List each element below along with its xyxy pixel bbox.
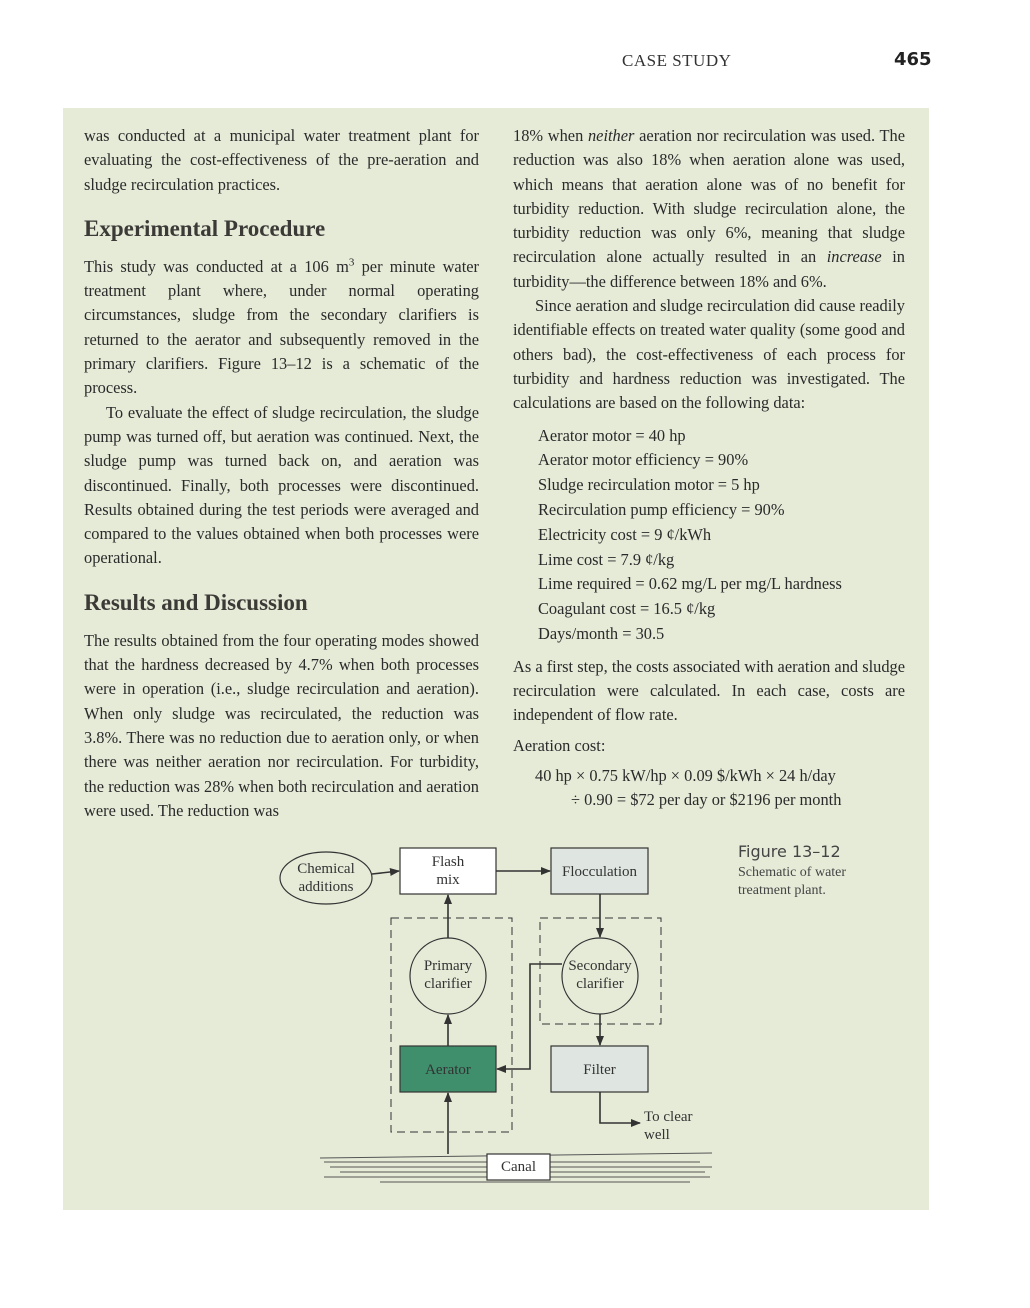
data-list (538, 424, 905, 647)
data-item: Days/month = 30.5 (538, 623, 665, 643)
left-column (84, 124, 479, 823)
data-item: Aerator motor efficiency = 90% (538, 450, 749, 470)
caption-line-2: treatment plant. (738, 883, 826, 898)
page-number: 465 (894, 49, 932, 70)
cont-text-a: 18% when (513, 126, 588, 145)
secondary-label-line-1: Secondary (568, 958, 632, 974)
clear-label-line-2: well (644, 1127, 670, 1143)
aerator-label: Aerator (425, 1062, 471, 1078)
data-item: Coagulant cost = 16.5 ¢/kg (538, 599, 716, 619)
chemical-additions-label (284, 860, 368, 896)
cont-emphasis-neither: neither (587, 126, 635, 145)
figure-caption-text (738, 864, 908, 900)
data-item: Aerator motor = 40 hp (538, 425, 686, 445)
primary-label-line-2: clarifier (424, 976, 472, 992)
chemical-label-line-2: additions (298, 879, 354, 895)
exp-text-a: This study was conducted at a 106 m (84, 256, 349, 276)
flash-label-line-2: mix (436, 872, 460, 888)
exp-text-b: per minute water treatment plant where, under normal operating circumstances, sludge from the secondary clarifiers is returned to the aerator and subsequently removed in the primary clarifiers. Figure 13–12 is a schematic of the process. (84, 256, 479, 398)
data-item: Electricity cost = 9 ¢/kWh (538, 524, 712, 544)
continuation-paragraph (513, 124, 905, 294)
primary-label-line-1: Primary (423, 958, 473, 974)
data-item: Recirculation pump efficiency = 90% (538, 499, 785, 519)
first-step-paragraph: As a first step, the costs associated with aeration and sludge recirculation were calculated. In each case, costs are independent of flow rate. (513, 656, 905, 725)
aeration-cost-label: Aeration cost: (513, 735, 606, 755)
to-clear-well-label (644, 1108, 710, 1144)
heading-experimental-procedure: Experimental Procedure (84, 215, 326, 241)
since-paragraph: Since aeration and sludge recirculation did cause readily identifiable effects on treated water quality (some good and others bad), the cost-effectiveness of each process for turbidity and hardness reduction was investigated. The calculations are based on the following data: (513, 296, 906, 413)
results-paragraph: The results obtained from the four operating modes showed that the hardness decreased by 4.7% when both processes were in operation (i.e., sludge recirculation and aeration). When only sludge was recirculated, the reduction was 3.8%. There was no reduction due to aeration only, or when there was neither aeration nor recirculation. For turbidity, the reduction was 28% when both recirculation and aeration were used. The reduction was (84, 630, 479, 820)
cont-text-c: in turbidity—the difference between 18% and 6%. (513, 247, 905, 291)
data-item: Sludge recirculation motor = 5 hp (538, 475, 760, 495)
data-item: Lime required = 0.62 mg/L per mg/L hardness (538, 574, 842, 594)
canal-water (318, 944, 712, 1182)
primary-clarifier-label (410, 957, 486, 993)
flash-label-line-1: Flash (431, 854, 465, 870)
data-item: Lime cost = 7.9 ¢/kg (538, 549, 675, 569)
caption-line-1: Schematic of water (738, 865, 847, 880)
figure-title: Figure 13–12 (738, 842, 841, 861)
experimental-paragraph-2: To evaluate the effect of sludge recirculation, the sludge pump was turned off, but aeration was continued. Next, the sludge pump was turned back on, and aeration was discontinued. Finally, both processes were discontinued. Results obtained during the test periods were averaged and compared to the values obtained when both processes were operational. (84, 402, 479, 568)
intro-paragraph: was conducted at a municipal water treatment plant for evaluating the cost-effectiveness of the pre-aeration and sludge recirculation practices. (84, 126, 479, 194)
calc-line-2: ÷ 0.90 = $72 per day or $2196 per month (571, 790, 842, 810)
arrow-filter-to-clear-well (600, 1092, 640, 1123)
arrow-chemical-to-flash (372, 871, 399, 874)
experimental-paragraph-1 (84, 255, 479, 401)
figure-caption (738, 842, 908, 900)
heading-results-discussion: Results and Discussion (84, 589, 308, 615)
secondary-clarifier-label (560, 957, 640, 993)
page-header (0, 48, 1030, 78)
flocculation-label: Flocculation (562, 864, 637, 880)
flash-mix-label (400, 853, 496, 889)
clear-label-line-1: To clear (644, 1109, 693, 1125)
cont-emphasis-increase: increase (826, 247, 882, 267)
cont-text-b: aeration nor recirculation was used. The reduction was also 18% when aeration alone was used, which means that aeration alone was of no benefit for turbidity reduction. With sludge recirculation alone, the turbidity reduction was only 6%, meaning that sludge recirculation alone actually resulted in an (513, 126, 905, 267)
right-column (513, 124, 905, 813)
calc-line-1: 40 hp × 0.75 kW/hp × 0.09 $/kWh × 24 h/day (535, 765, 836, 785)
chemical-label-line-1: Chemical (297, 861, 355, 877)
process-schematic (260, 836, 740, 1196)
running-head: CASE STUDY (622, 51, 732, 70)
secondary-label-line-2: clarifier (576, 976, 624, 992)
canal-label: Canal (501, 1159, 536, 1175)
filter-label: Filter (583, 1062, 616, 1078)
exp-superscript: 3 (348, 256, 355, 269)
aeration-calculation (535, 764, 905, 813)
